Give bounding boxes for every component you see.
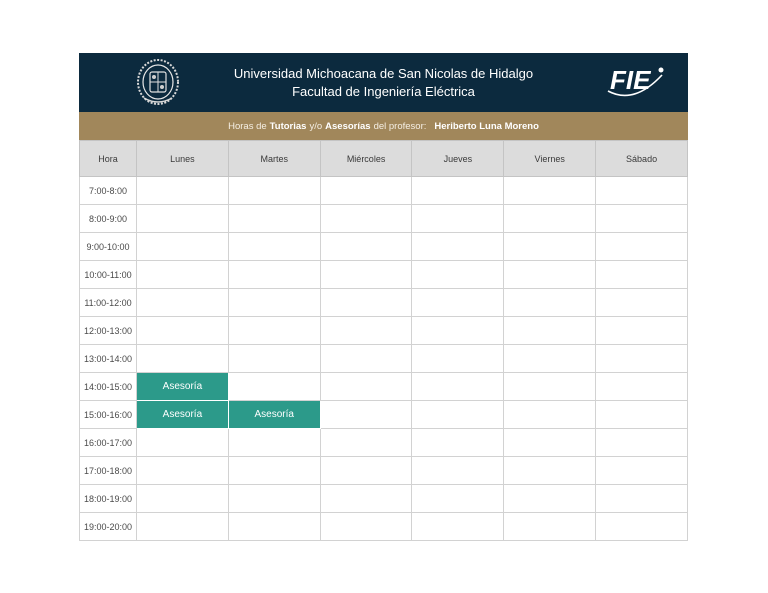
schedule-cell: [504, 317, 596, 345]
time-slot-label: 8:00-9:00: [80, 205, 137, 233]
header-title: [79, 65, 688, 101]
schedule-cell: [320, 289, 412, 317]
schedule-cell: [596, 513, 688, 541]
schedule-cell: [412, 261, 504, 289]
asesoria-cell: Asesoría: [228, 401, 320, 429]
schedule-cell: [412, 373, 504, 401]
table-row: [80, 429, 688, 457]
schedule-cell: [137, 485, 229, 513]
schedule-cell: [596, 177, 688, 205]
table-row: [80, 457, 688, 485]
table-row: [80, 317, 688, 345]
band-del-profesor: del profesor:: [373, 120, 427, 132]
schedule-cell: [596, 373, 688, 401]
time-slot-label: 14:00-15:00: [80, 373, 137, 401]
schedule-cell: [504, 345, 596, 373]
schedule-cell: [412, 317, 504, 345]
schedule-cell: [412, 513, 504, 541]
time-slot-label: 12:00-13:00: [80, 317, 137, 345]
schedule-cell: [596, 261, 688, 289]
schedule-cell: [137, 233, 229, 261]
schedule-cell: [596, 317, 688, 345]
table-row: [80, 289, 688, 317]
table-row: [80, 485, 688, 513]
schedule-cell: [137, 205, 229, 233]
table-header-row: [80, 141, 688, 177]
time-slot-label: 13:00-14:00: [80, 345, 137, 373]
table-row: [80, 401, 688, 429]
schedule-cell: [596, 457, 688, 485]
schedule-cell: [596, 345, 688, 373]
time-slot-label: 19:00-20:00: [80, 513, 137, 541]
column-header-hora: Hora: [80, 141, 137, 177]
band-tutorias: Tutorias: [269, 120, 307, 132]
schedule-cell: [137, 317, 229, 345]
schedule-cell: [412, 233, 504, 261]
schedule-cell: [137, 261, 229, 289]
table-body: [80, 177, 688, 541]
column-header-day: Sábado: [596, 141, 688, 177]
schedule-cell: [504, 177, 596, 205]
schedule-cell: [596, 429, 688, 457]
time-slot-label: 18:00-19:00: [80, 485, 137, 513]
schedule-cell: [412, 401, 504, 429]
schedule-cell: [596, 233, 688, 261]
schedule-cell: [504, 289, 596, 317]
band-yo: y/o: [309, 120, 323, 132]
schedule-cell: [412, 485, 504, 513]
schedule-cell: [228, 345, 320, 373]
schedule-cell: [228, 289, 320, 317]
schedule-cell: [320, 457, 412, 485]
schedule-cell: [412, 205, 504, 233]
schedule-cell: [596, 485, 688, 513]
header-banner: [79, 53, 688, 112]
schedule-cell: [504, 261, 596, 289]
schedule-cell: [228, 485, 320, 513]
band-prefix: Horas de: [228, 120, 267, 132]
schedule-cell: [320, 177, 412, 205]
schedule-cell: [137, 289, 229, 317]
schedule-cell: [228, 317, 320, 345]
time-slot-label: 11:00-12:00: [80, 289, 137, 317]
logo-text: FIE: [610, 65, 651, 95]
university-name: Universidad Michoacana de San Nicolas de Hidalgo: [233, 66, 534, 81]
schedule-cell: [137, 177, 229, 205]
schedule-cell: [412, 429, 504, 457]
schedule-cell: [504, 233, 596, 261]
schedule-sheet: [79, 53, 688, 541]
schedule-cell: [228, 233, 320, 261]
column-header-day: Viernes: [504, 141, 596, 177]
table-row: [80, 345, 688, 373]
time-slot-label: 16:00-17:00: [80, 429, 137, 457]
column-header-day: Martes: [228, 141, 320, 177]
column-header-day: Jueves: [412, 141, 504, 177]
schedule-cell: [228, 261, 320, 289]
schedule-cell: [412, 177, 504, 205]
schedule-cell: [320, 513, 412, 541]
time-slot-label: 15:00-16:00: [80, 401, 137, 429]
time-slot-label: 17:00-18:00: [80, 457, 137, 485]
schedule-cell: [320, 233, 412, 261]
time-slot-label: 10:00-11:00: [80, 261, 137, 289]
schedule-cell: [137, 457, 229, 485]
schedule-cell: [228, 373, 320, 401]
schedule-cell: [228, 429, 320, 457]
schedule-cell: [137, 429, 229, 457]
table-row: [80, 233, 688, 261]
schedule-cell: [504, 401, 596, 429]
professor-name: Heriberto Luna Moreno: [434, 120, 539, 132]
professor-band: [79, 112, 688, 140]
asesoria-cell: Asesoría: [137, 401, 229, 429]
time-slot-label: 7:00-8:00: [80, 177, 137, 205]
schedule-cell: [137, 513, 229, 541]
schedule-cell: [320, 401, 412, 429]
schedule-cell: [320, 429, 412, 457]
time-slot-label: 9:00-10:00: [80, 233, 137, 261]
faculty-name: Facultad de Ingeniería Eléctrica: [292, 84, 475, 99]
schedule-cell: [596, 205, 688, 233]
table-row: [80, 177, 688, 205]
fie-logo: [604, 61, 666, 101]
asesoria-cell: Asesoría: [137, 373, 229, 401]
schedule-cell: [320, 205, 412, 233]
schedule-cell: [504, 485, 596, 513]
band-asesorias: Asesorías: [325, 120, 371, 132]
table-row: [80, 261, 688, 289]
schedule-cell: [320, 261, 412, 289]
schedule-cell: [412, 345, 504, 373]
table-row: [80, 373, 688, 401]
schedule-table: [79, 140, 688, 541]
schedule-cell: [504, 373, 596, 401]
schedule-cell: [596, 401, 688, 429]
schedule-cell: [504, 457, 596, 485]
schedule-cell: [504, 513, 596, 541]
table-row: [80, 513, 688, 541]
column-header-day: Miércoles: [320, 141, 412, 177]
schedule-cell: [504, 429, 596, 457]
schedule-cell: [228, 513, 320, 541]
table-row: [80, 205, 688, 233]
schedule-cell: [320, 373, 412, 401]
column-header-day: Lunes: [137, 141, 229, 177]
schedule-cell: [320, 317, 412, 345]
schedule-cell: [137, 345, 229, 373]
schedule-cell: [320, 345, 412, 373]
schedule-cell: [228, 457, 320, 485]
schedule-cell: [228, 205, 320, 233]
schedule-cell: [320, 485, 412, 513]
schedule-cell: [596, 289, 688, 317]
schedule-cell: [412, 457, 504, 485]
schedule-cell: [228, 177, 320, 205]
schedule-cell: [504, 205, 596, 233]
schedule-cell: [412, 289, 504, 317]
